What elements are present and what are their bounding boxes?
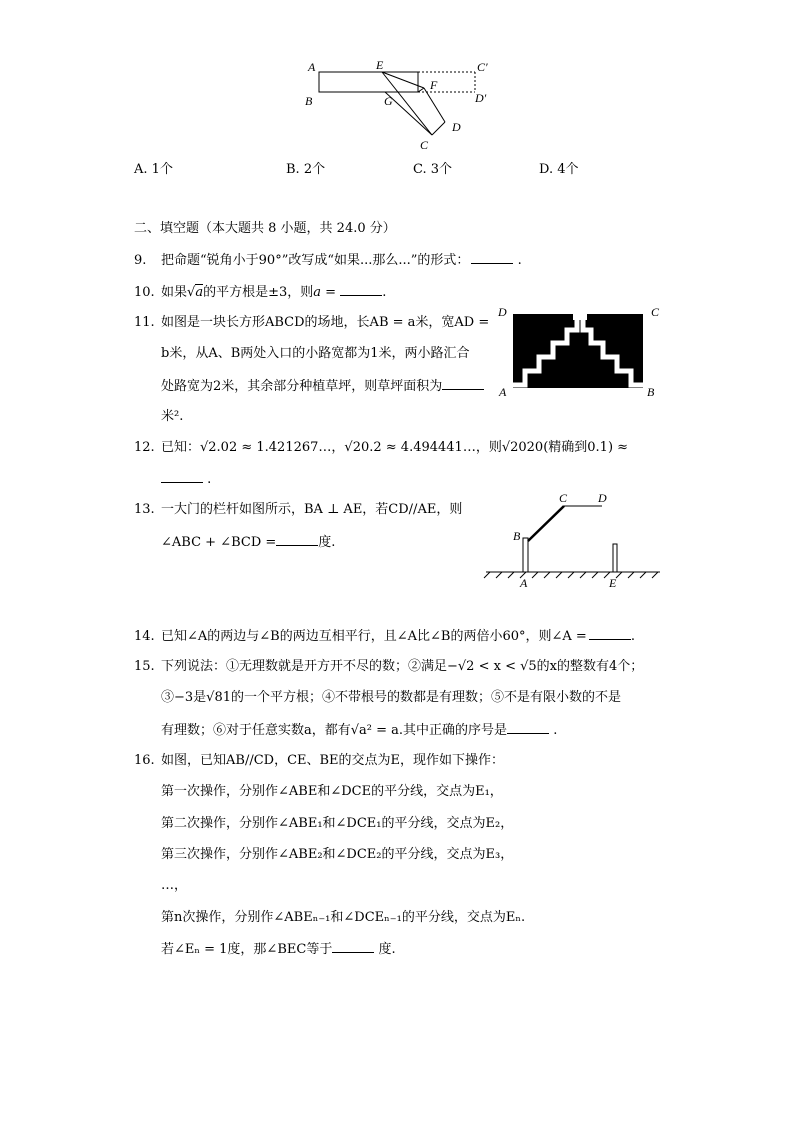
question-15-line-2: ③−3是√81的一个平方根；④不带根号的数都是有理数；⑤不是有限小数的不是: [161, 690, 621, 705]
question-10: 10. 如果√a的平方根是±3，则a = .: [134, 285, 387, 300]
question-16-line-1: 16. 如图，已知AB//CD，CE、BE的交点为E，现作如下操作：: [134, 753, 505, 768]
question-16-line-2: 第一次操作，分别作∠ABE和∠DCE的平分线，交点为E₁，: [161, 784, 503, 799]
label-C: C: [651, 305, 660, 319]
label-B: B: [513, 529, 521, 543]
option-a: A. 1个: [134, 162, 173, 177]
question-14: 14. 已知∠A的两边与∠B的两边互相平行，且∠A比∠B的两倍小60°，则∠A = .: [134, 629, 635, 644]
question-12: 12. 已知：√2.02 ≈ 1.421267…，√20.2 ≈ 4.494441…，则√2020(精确到0.1) ≈: [134, 440, 629, 455]
label-C: C: [420, 138, 429, 152]
option-b: B. 2个: [286, 162, 326, 177]
label-F: F: [430, 78, 438, 92]
label-B: B: [305, 94, 313, 108]
question-15-line-3: 有理数；⑥对于任意实数a，都有√a² = a.其中正确的序号是 .: [161, 723, 558, 738]
lawn-field-figure: [495, 302, 667, 400]
label-E: E: [376, 58, 384, 72]
label-D: D: [598, 491, 607, 505]
label-G: G: [384, 94, 393, 108]
question-16-line-6: 第n次操作，分别作∠ABEₙ₋₁和∠DCEₙ₋₁的平分线，交点为Eₙ.: [161, 910, 526, 925]
label-A: A: [308, 60, 316, 74]
label-D: D: [452, 120, 461, 134]
label-D-prime: D′: [475, 91, 487, 105]
option-d: D. 4个: [539, 162, 579, 177]
question-16-line-7: 若∠Eₙ = 1度，那∠BEC等于 度.: [161, 942, 396, 957]
gate-railing-figure: [482, 488, 664, 592]
question-9: 9. 把命题“锐角小于90°”改写成“如果...那么...”的形式： .: [134, 253, 522, 268]
question-11-line-3: 处路宽为2米，其余部分种植草坪，则草坪面积为: [161, 377, 484, 396]
option-c: C. 3个: [413, 162, 453, 177]
question-11-line-2: b米，从A、B两处入口的小路宽都为1米，两小路汇合: [161, 346, 470, 361]
label-D: D: [498, 305, 507, 319]
label-A: A: [499, 385, 507, 399]
question-11-line-1: 11. 如图是一块长方形ABCD的场地，长AB = a米，宽AD =: [134, 315, 490, 330]
label-E: E: [609, 576, 617, 590]
folded-strip-figure: [300, 55, 500, 155]
question-16-line-4: 第三次操作，分别作∠ABE₂和∠DCE₂的平分线，交点为E₃，: [161, 847, 514, 862]
label-C-prime: C′: [477, 60, 488, 74]
question-16-line-5: …，: [161, 878, 188, 893]
label-C: C: [559, 491, 568, 505]
label-B: B: [647, 385, 655, 399]
question-16-line-3: 第二次操作，分别作∠ABE₁和∠DCE₁的平分线，交点为E₂，: [161, 816, 514, 831]
question-15-line-1: 15. 下列说法：①无理数就是开方开不尽的数；②满足−√2 < x < √5的x的整数有4个；: [134, 659, 644, 674]
question-11-line-4: 米².: [161, 409, 184, 424]
label-A: A: [520, 576, 528, 590]
question-13-line-2: ∠ABC + ∠BCD = 度.: [161, 535, 336, 550]
question-12-answer: .: [161, 470, 211, 489]
question-13-line-1: 13. 一大门的栏杆如图所示，BA ⊥ AE，若CD//AE，则: [134, 502, 463, 517]
section-title: 二、填空题（本大题共 8 小题，共 24.0 分）: [134, 221, 396, 236]
